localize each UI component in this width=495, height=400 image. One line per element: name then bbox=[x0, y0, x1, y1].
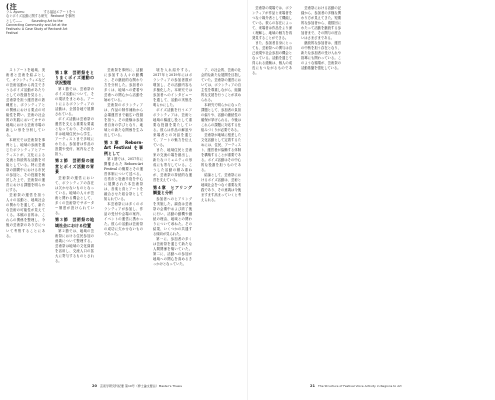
paragraph: ポイズ活動は芸術祭の運営を支える重要な要素となっており、その担い手は地域住民から学生、アーティストまで多岐にわたる。参加者は作品の設置や受付、案内などを担う。 bbox=[55, 116, 94, 156]
right-page-footer bbox=[308, 384, 402, 388]
paragraph: 芸術祭が地域に根差した文化活動として定着するためには、住民、アーティスト、運営者が協働する体制を構築することが重要である。ボイズ活動はその中心的な役割を担うものである。 bbox=[201, 133, 241, 173]
text-column-1 bbox=[6, 68, 45, 380]
paragraph: 参加者へのヒアリングを実施した。調査は芸術祭の会期中および終了後に行い、活動の動機や継続の理由、地域との関わりについて尋ねた。その結果、いくつかの共通する傾向が見られた。 bbox=[153, 196, 192, 236]
paragraph: 芸術祭を事例に、活動に参加する人々の動機と、その継続的な関わり方を分析した。参加者の多くは、地域への愛着や芸術への関心から活動を始めている。 bbox=[104, 68, 143, 103]
text-column-4 bbox=[153, 68, 192, 380]
page-number: 20 bbox=[92, 384, 98, 388]
section-heading: 第２節 芸術祭の運営とポイズ活動の背景 bbox=[55, 158, 94, 175]
paragraph: 第１節では、2017年に開催された Reborn-Art Festival の概要とその運営体制について述べる。石巻市と牡鹿半島を中心に展開された本芸術祭は、音楽と食とアートを融合させた総合祭として知られている。 bbox=[104, 156, 143, 202]
paragraph: 第一に、参加者の多くは芸術祭を通じて新たな人間関係を築いていた。第二に、活動への参加が地域への関心を高めるきっかけとなっていた。 bbox=[153, 236, 192, 266]
paragraph: 第１節では、芸術祭のポイズ活動について、その現状をまとめる。アートによるボランティアの活動は、全国各地で展開されている。 bbox=[55, 86, 94, 116]
section-heading: 第１章 芸術祭をとりまくポイズ運動の状況整理 bbox=[55, 69, 94, 86]
paragraph: ア、の社会的、芸術の社会的な新たな展開を目指していた。芸術祭の運営においては、ボランティアの自主性を尊重しながら、組織的な支援を行うことが求められる。 bbox=[201, 68, 241, 103]
paragraph: 結論として、芸術祭におけるボイズ活動は、芸術と地域社会をつなぐ重要な実践であり、その意義は今後ますます高まっていくと考えられる。 bbox=[201, 173, 241, 203]
corner-subtitle: ラム Ayumu する福祉エアートをつなぐポイズ活動に関する研究 Reckoné を事例として―― Sounding Art to the Connecting Community and Art at the Festivals: A Case Study of Reckoné Art Festival bbox=[6, 10, 76, 36]
section-heading: 第３節 芸術祭の地域社会における位置 bbox=[55, 217, 94, 228]
left-page bbox=[0, 0, 247, 400]
footer-text: 芸術学研究科紀要 第10号（修士論文要旨）Master's Thesis bbox=[99, 384, 182, 388]
text-column-7 bbox=[301, 6, 341, 380]
page-number: 21 bbox=[310, 384, 316, 388]
paragraph: 芸術祭のボランティアは、作品の制作補助から会場運営まで幅広い役割を担う。その経験は参加者自身の学びとなり、地域との新たな関係を生み出している。 bbox=[104, 103, 143, 138]
paragraph: 芸術祭の現場では、ボランティアが作品と来場者をつなぐ媒介者として機能している。彼らの存在によって、来場者は作品をより深く理解し、地域の魅力を再発見することができる。 bbox=[252, 6, 292, 41]
paragraph: 本研究では芸術祭を事例とし、地域の参画を通じたボランティアとアーティストが、文化による交流と持続的な活動を可能としている。特に芸術祭の期間中における市民の参加と、その役割を検討した上で、芸術祭の運営における課題を明らかにする。 bbox=[6, 138, 45, 193]
corner-title: (注 bbox=[6, 3, 18, 11]
paragraph: 芸術祭における活動の記録から、参加者の多様な関わり方が見えてきた。短期的な参加者から、複数回にわたって活動を継続する参加者まで、その関与の度合いはさまざまである。 bbox=[301, 6, 341, 41]
footer-text: The Structure of Festival Voice Activity in Regions to Art bbox=[317, 384, 402, 388]
paragraph: また、参加者自身にとっても、芸術祭への関与は自己表現や社会参加の機会となっている。活動を通じて得られる経験は、個人の成長にもつながるものである。 bbox=[252, 41, 292, 76]
right-page bbox=[248, 0, 495, 400]
paragraph: 芸術祭の運営において、ボランティアの存在は欠かせないものとなっている。地域の人々が芸術と関わる機会として、多くの芸術祭でサポーター制度が設けられている。 bbox=[55, 175, 94, 215]
text-column-6 bbox=[252, 6, 292, 380]
paragraph: 境を入れ紹介する。2017年と2019年にはボランティアの参加者数が増加し、その活動内容も多様化した。本研究では参加者へのインタビューを通して、活動の実態を明らかにした。 bbox=[153, 68, 192, 108]
text-column-3 bbox=[104, 68, 143, 380]
paragraph: 継続的な参加者は、運営の中核を担う存在となり、新たな参加者の受け入れや指導にも関わっている。このような循環が、芸術祭の活動基盤を強化している。 bbox=[301, 41, 341, 71]
text-column-2 bbox=[55, 68, 94, 380]
paragraph: ポイズ活動を行うエアボランティアは、芸術と地域の橋渡し役として重要な役割を果たしている。彼らは作品の解説や来場者との対話を通じて、アートの魅力を伝えている。 bbox=[153, 108, 192, 148]
paragraph: 第２節では、地域の芸術祭における住民参加の意義について整理する。芸術祭は地域の文化資源を活用し、交流人口の拡大に寄与するものとされる。 bbox=[55, 229, 94, 264]
paragraph: 本芸術祭には多くのボランティアが参加し、作品の受付や会場の案内、イベントの運営に携わった。彼らの活動は芸術祭の成功に欠かせないものであった。 bbox=[104, 202, 143, 237]
paragraph: 本研究で明らかになった課題として、参加者の負担の偏りや、活動の継続性の確保が挙げられる。今後はこれらの課題に対応する仕組みづくりが必要である。 bbox=[201, 103, 241, 133]
text-column-5 bbox=[201, 68, 241, 380]
paragraph: また、地域住民と芸術家の交流の場を創出し、新たなコミュニティの形成にも寄与している。こうした活動の積み重ねが、芸術祭の持続的な運営を支えている。 bbox=[153, 148, 192, 183]
section-heading: 第４章 ヒアリング調査と分析 bbox=[153, 184, 192, 196]
paragraph: 芸術祭の運営を担う人々の活動と、地域社会の関わりを通して、新たな芸術の可能性が見えてくる。本稿の目的は、これらの関係を整理し、今後の芸術祭のあり方について考察することにある。 bbox=[6, 193, 45, 238]
left-page-footer bbox=[90, 384, 182, 388]
section-heading: 第３章 Reborn-Art Festival を事例として bbox=[104, 139, 143, 156]
paragraph: ストアートを地域、美術者と芸術を結ぶとして、オランティティエなどの芸術活動から再生できうるポイズ活動があたりとしての役割を見ると、芸術祭を担う運営者の熟練度と、ポランティアとの関係における要点の可能性を問い、芸術の社会的の実践においてカヤの地域における芸術市場の新しい形を分析している。 bbox=[6, 68, 45, 138]
